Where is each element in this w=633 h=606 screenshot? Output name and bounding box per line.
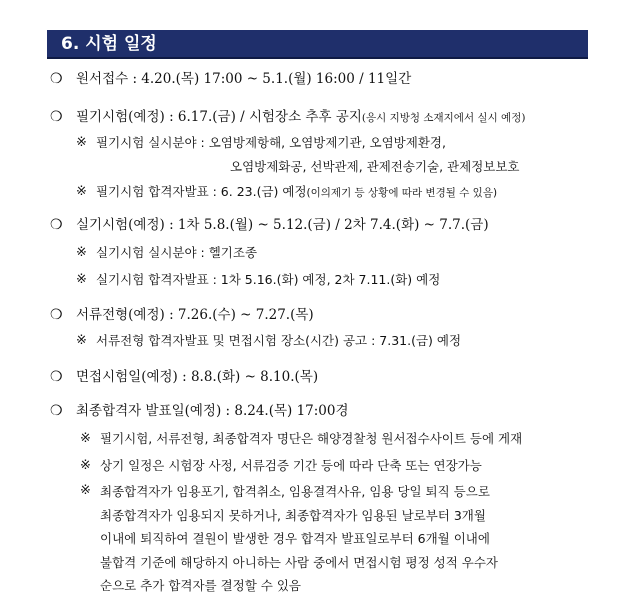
note-icon: ※	[76, 184, 87, 199]
written-exam-date: 필기시험(예정) : 6.17.(금) / 시험장소 추후 공지(응시 지방청 소재지에서 실시 예정)	[76, 109, 526, 125]
practical-exam-date: 실기시험(예정) : 1차 5.8.(월) ~ 5.12.(금) / 2차 7.4.(화) ~ 7.7.(금)	[76, 217, 489, 233]
final-note-additional	[100, 480, 498, 598]
interview-date: 면접시험일(예정) : 8.8.(화) ~ 8.10.(목)	[76, 369, 319, 385]
bullet-icon: ❍	[50, 369, 63, 385]
paragraph-line: 불합격 기준에 해당하지 아니하는 사람 중에서 면접시험 평정 성적 우수자	[100, 554, 499, 570]
document-screening-date: 서류전형(예정) : 7.26.(수) ~ 7.27.(목)	[76, 307, 314, 323]
bullet-icon: ❍	[50, 109, 63, 125]
practical-exam-result: 실기시험 합격자발표 : 1차 5.16.(화) 예정, 2차 7.11.(화) 예정	[96, 272, 441, 287]
note-icon: ※	[76, 135, 87, 150]
paragraph-line: 최종합격자가 임용포기, 합격취소, 임용결격사유, 임용 당일 퇴직 등으로	[100, 484, 490, 499]
note-icon: ※	[80, 431, 91, 446]
note-icon: ※	[76, 272, 87, 287]
note-icon: ※	[76, 333, 87, 348]
bullet-icon: ❍	[50, 307, 63, 323]
note-icon: ※	[80, 458, 91, 473]
final-announcement-date: 최종합격자 발표일(예정) : 8.24.(목) 17:00경	[76, 403, 349, 419]
practical-exam-field: 실기시험 실시분야 : 헬기조종	[96, 245, 258, 260]
note-icon: ※	[80, 483, 91, 498]
paragraph-line: 순으로 추가 합격자를 결정할 수 있음	[100, 578, 301, 593]
written-exam-result: 필기시험 합격자발표 : 6. 23.(금) 예정(이의제기 등 상황에 따라 변경될 수 있음)	[96, 184, 498, 199]
paragraph-line: 최종합격자가 임용되지 못하거나, 최종합격자가 임용된 날로부터 3개월	[100, 507, 486, 523]
document-screening-result: 서류전형 합격자발표 및 면접시험 장소(시간) 공고 : 7.31.(금) 예정	[96, 333, 462, 348]
final-note-publication: 필기시험, 서류전형, 최종합격자 명단은 해양경찰청 원서접수사이트 등에 게재	[100, 431, 523, 446]
written-exam-fields: 필기시험 실시분야 : 오염방제항해, 오염방제기관, 오염방제환경,	[96, 135, 446, 150]
paragraph-line: 이내에 퇴직하여 결원이 발생한 경우 합격자 발표일로부터 6개월 이내에	[100, 531, 490, 546]
final-note-schedule: 상기 일정은 시험장 사정, 서류검증 기간 등에 따라 단축 또는 연장가능	[100, 458, 482, 473]
bullet-icon: ❍	[50, 217, 63, 233]
bullet-icon: ❍	[50, 403, 63, 419]
written-exam-fields-cont: 오염방제화공, 선박관제, 관제전송기술, 관제정보보호	[230, 159, 520, 174]
application-period: 원서접수 : 4.20.(목) 17:00 ~ 5.1.(월) 16:00 / 11일간	[76, 71, 412, 87]
bullet-icon: ❍	[50, 71, 63, 87]
section-title: 6. 시험 일정	[47, 30, 588, 59]
note-icon: ※	[76, 245, 87, 260]
